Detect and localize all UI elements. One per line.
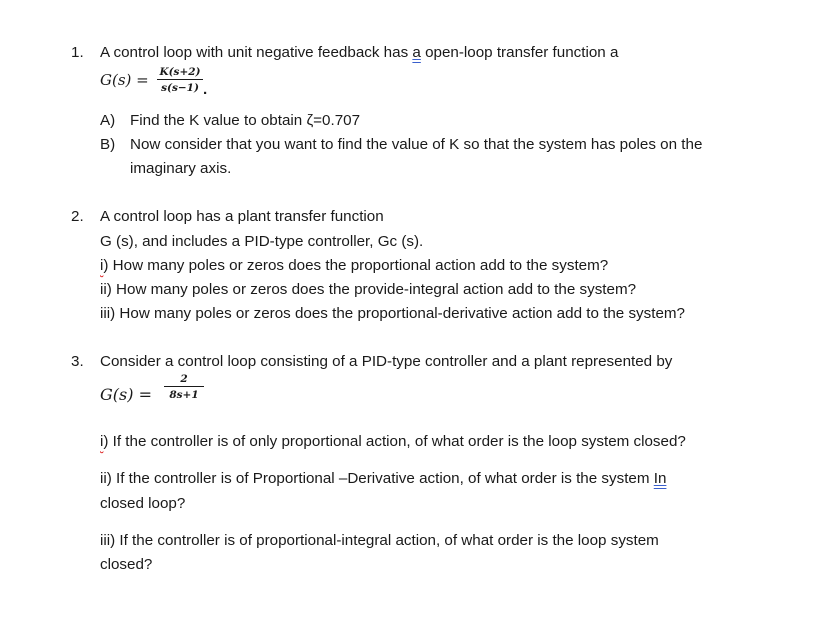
q3-item2-in: In — [653, 470, 667, 487]
q1-equation-lhs: G(s) = — [100, 71, 149, 89]
q2-item1-text: ) How many poles or zeros does the proportional action add to the system? — [103, 257, 609, 274]
q1-equation-fraction — [157, 66, 203, 94]
q2-item3: iii) How many poles or zeros does the proportional-derivative action add to the system? — [100, 305, 686, 322]
q3-equation-numerator: 2 — [180, 373, 188, 385]
q1-intro-a: a — [412, 44, 421, 61]
q2-line1: A control loop has a plant transfer function — [100, 208, 384, 225]
q3-item2-text: ii) If the controller is of Proportional –Derivative action, of what order is the system — [100, 470, 654, 487]
q1-partA-label: A) — [100, 112, 116, 129]
q2-number: 2. — [71, 208, 84, 225]
q2-item1-mark: i — [100, 257, 104, 274]
q2-item1 — [100, 256, 608, 276]
q1-partB-line1: Now consider that you want to find the value of K so that the system has poles on the — [130, 136, 703, 153]
q3-equation-lhs: G(s) = — [100, 385, 152, 404]
q1-partB-line2: imaginary axis. — [130, 160, 232, 177]
q3-item1-text: ) If the controller is of only proportional action, of what order is the loop system closed? — [103, 433, 686, 450]
q2-line2: G (s), and includes a PID-type controller, Gc (s). — [100, 233, 424, 250]
q3-number: 3. — [71, 353, 84, 370]
fraction-bar — [164, 386, 204, 387]
q1-equation-period: . — [203, 81, 208, 98]
q1-equation-denominator: s(s−1) — [161, 82, 199, 94]
q3-item3-line2: closed? — [100, 556, 153, 573]
q1-intro — [100, 43, 618, 63]
q3-item3-line1: iii) If the controller is of proportional-integral action, of what order is the loop system — [100, 532, 659, 549]
q1-partA-text: Find the K value to obtain ζ=0.707 — [130, 112, 361, 129]
q1-intro-after: open-loop transfer function a — [420, 44, 619, 61]
q3-line1: Consider a control loop consisting of a PID-type controller and a plant represented by — [100, 353, 673, 370]
fraction-bar — [157, 79, 203, 80]
q3-item2-line2: closed loop? — [100, 495, 186, 512]
q3-item1 — [100, 432, 686, 452]
q2-item2: ii) How many poles or zeros does the provide-integral action add to the system? — [100, 281, 637, 298]
q1-partB-label: B) — [100, 136, 116, 153]
q3-item1-mark: i — [100, 433, 104, 450]
q3-equation-fraction — [164, 373, 204, 401]
q3-item2-line1 — [100, 469, 666, 489]
q1-number: 1. — [71, 44, 84, 61]
q1-intro-before: A control loop with unit negative feedback has — [100, 44, 413, 61]
q3-equation-denominator: 8s+1 — [169, 389, 199, 401]
q1-equation-numerator: K(s+2) — [159, 66, 201, 78]
